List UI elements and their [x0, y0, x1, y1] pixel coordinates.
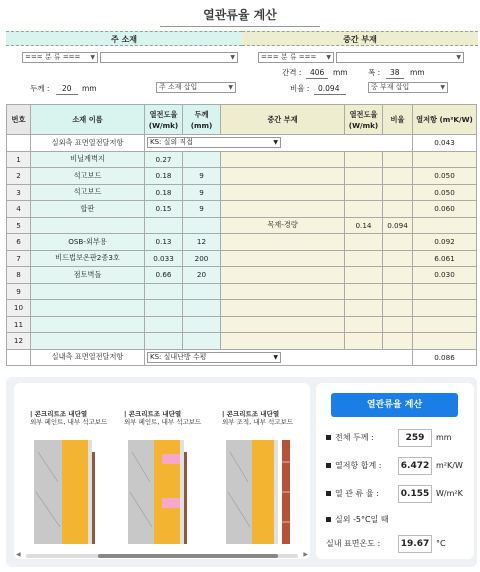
row-number: 10: [7, 300, 31, 317]
bullet-icon: [326, 435, 331, 440]
table-row: [7, 201, 477, 218]
main-category-select[interactable]: [22, 52, 98, 63]
mid-conductivity-cell[interactable]: [345, 333, 383, 350]
resistance-cell: [413, 217, 477, 234]
page-title: 열관류율 계산: [203, 8, 277, 22]
ratio-cell[interactable]: [383, 333, 413, 350]
col-header-resistance: 열저항 (m²K/W): [413, 105, 477, 135]
ratio-label: 비율 :: [290, 84, 310, 93]
ratio-cell[interactable]: [383, 316, 413, 333]
mid-member-cell[interactable]: [221, 201, 345, 218]
panel-3-subtitle: 외부 조적, 내부 석고보드: [222, 418, 294, 426]
mid-conductivity-cell[interactable]: [345, 316, 383, 333]
u-value-label: [326, 488, 379, 500]
width-input[interactable]: 38: [390, 68, 400, 77]
table-row: [7, 168, 477, 185]
ratio-cell[interactable]: [383, 168, 413, 185]
scroll-thumb[interactable]: [98, 554, 278, 558]
inner-surface-row: [7, 349, 477, 366]
material-name-cell[interactable]: 점토벽돌: [31, 267, 145, 284]
insert-mid-select[interactable]: [368, 82, 448, 93]
thickness-cell[interactable]: [183, 333, 221, 350]
material-name-cell[interactable]: 합판: [31, 201, 145, 218]
table-row: [7, 267, 477, 284]
main-item-select[interactable]: [100, 52, 238, 63]
outer-surface-select-value: KS: 실외 직접: [150, 138, 193, 147]
col-header-cond: 열전도율 (W/mk): [145, 105, 183, 135]
total-thickness-value: 259: [398, 429, 432, 447]
surface-temp-label: 실내 표면온도 :: [326, 539, 381, 548]
u-value-label-text: 열 관 류 율 :: [335, 489, 379, 498]
row-number: 2: [7, 168, 31, 185]
ratio-cell[interactable]: [383, 184, 413, 201]
resistance-cell: [413, 300, 477, 317]
bullet-icon: [326, 491, 331, 496]
thickness-input[interactable]: 20: [62, 84, 72, 93]
ratio-cell[interactable]: 0.094: [383, 217, 413, 234]
table-row: [7, 184, 477, 201]
row-number: 6: [7, 234, 31, 251]
col-header-thick: 두께 (mm): [183, 105, 221, 135]
thickness-cell[interactable]: [183, 316, 221, 333]
main-category-value: === 분 류 ===: [25, 53, 81, 61]
panel-2-subtitle: 외부 페인트, 내부 석고보드: [124, 418, 202, 426]
thickness-cell[interactable]: [183, 283, 221, 300]
width-underline: [386, 78, 404, 79]
chevron-down-icon: ▼: [273, 139, 278, 147]
ratio-cell[interactable]: [383, 151, 413, 168]
table-row: [7, 283, 477, 300]
thickness-cell[interactable]: 200: [183, 250, 221, 267]
row-number: 9: [7, 283, 31, 300]
mid-conductivity-cell[interactable]: [345, 184, 383, 201]
inner-surface-select[interactable]: [147, 352, 281, 363]
mid-member-cell[interactable]: [221, 168, 345, 185]
ratio-cell[interactable]: [383, 283, 413, 300]
gap-input[interactable]: 406: [310, 68, 325, 77]
resistance-cell: [413, 316, 477, 333]
col-header-mid: 중간 부재: [221, 105, 345, 135]
inner-surface-label: 실내측 표면열전달저항: [31, 349, 145, 366]
row-number: 3: [7, 184, 31, 201]
wall-section-1-image: [34, 432, 102, 546]
col-header-name: 소재 이름: [31, 105, 145, 135]
table-header-row: [7, 105, 477, 135]
ratio-cell[interactable]: [383, 267, 413, 284]
row-number: 12: [7, 333, 31, 350]
resistance-cell: 6.061: [413, 250, 477, 267]
mid-item-select[interactable]: [336, 52, 464, 63]
panel-2-caption: [124, 410, 201, 426]
table-row: [7, 234, 477, 251]
material-name-cell[interactable]: OSB-외부용: [31, 234, 145, 251]
total-thickness-unit: mm: [436, 433, 452, 442]
mid-member-cell[interactable]: [221, 267, 345, 284]
panel-2-title: | 콘크리트조 내단열: [124, 410, 182, 418]
conductivity-cell[interactable]: 0.18: [145, 184, 183, 201]
panel-3-title: | 콘크리트조 내단열: [222, 410, 280, 418]
row-number: 8: [7, 267, 31, 284]
inner-surface-select-value: KS: 실내난방 수평: [150, 352, 207, 361]
conductivity-cell[interactable]: 0.13: [145, 234, 183, 251]
thickness-cell[interactable]: [183, 217, 221, 234]
resistance-cell: [413, 151, 477, 168]
chevron-down-icon: ▼: [440, 84, 445, 91]
thickness-label: 두께 :: [30, 84, 50, 93]
conductivity-cell[interactable]: [145, 333, 183, 350]
mid-member-cell[interactable]: [221, 316, 345, 333]
mid-conductivity-cell[interactable]: [345, 151, 383, 168]
mid-member-cell[interactable]: [221, 250, 345, 267]
thickness-cell[interactable]: [183, 300, 221, 317]
outer-surface-label: 실외측 표면열전달저항: [31, 135, 145, 152]
ratio-cell[interactable]: [383, 300, 413, 317]
calculate-button[interactable]: 열관류율 계산: [331, 393, 458, 417]
conductivity-cell[interactable]: [145, 217, 183, 234]
thickness-cell[interactable]: 20: [183, 267, 221, 284]
outer-surface-row: [7, 135, 477, 152]
mid-member-cell[interactable]: [221, 333, 345, 350]
mid-conductivity-cell[interactable]: [345, 250, 383, 267]
material-name-cell[interactable]: 석고보드: [31, 168, 145, 185]
resistance-cell: 0.050: [413, 168, 477, 185]
outer-surface-value: 0.043: [413, 135, 477, 152]
resistance-cell: [413, 283, 477, 300]
conductivity-cell[interactable]: 0.15: [145, 201, 183, 218]
mid-member-cell[interactable]: [221, 184, 345, 201]
outer-surface-select[interactable]: [147, 137, 281, 148]
panel-1-caption: [30, 410, 107, 426]
chevron-down-icon: ▼: [456, 54, 461, 61]
surface-temp-unit: °C: [436, 539, 446, 548]
main-material-section-header: 주 소재: [6, 31, 242, 46]
mid-category-select[interactable]: [258, 52, 334, 63]
mid-conductivity-cell[interactable]: 0.14: [345, 217, 383, 234]
gap-underline: [306, 78, 328, 79]
table-row: [7, 316, 477, 333]
gap-label: 간격 :: [282, 68, 302, 77]
mid-conductivity-cell[interactable]: [345, 201, 383, 218]
outdoor-condition-text: 실외 -5°C일 때: [335, 515, 389, 524]
chevron-down-icon: ▼: [273, 353, 278, 361]
outdoor-condition-label: [326, 514, 389, 526]
inner-surface-value: 0.086: [413, 349, 477, 366]
thickness-cell[interactable]: 12: [183, 234, 221, 251]
title-underline: [160, 26, 320, 27]
total-thickness-label-text: 전체 두께 :: [335, 433, 374, 442]
thickness-cell[interactable]: 9: [183, 201, 221, 218]
surface-temp-value: 19.67: [398, 535, 432, 553]
panel-1-title: | 콘크리트조 내단열: [30, 410, 88, 418]
chevron-down-icon: ▼: [326, 54, 331, 61]
width-label: 폭 :: [368, 68, 381, 77]
resistance-cell: [413, 333, 477, 350]
mid-member-cell[interactable]: [221, 283, 345, 300]
resistance-sum-label: [326, 460, 381, 472]
ratio-value: 0.094: [318, 84, 340, 93]
resistance-cell: 0.060: [413, 201, 477, 218]
u-value: 0.155: [398, 485, 432, 503]
row-number: 11: [7, 316, 31, 333]
conductivity-cell[interactable]: 0.66: [145, 267, 183, 284]
resistance-cell: 0.092: [413, 234, 477, 251]
total-thickness-label: [326, 432, 374, 444]
col-header-mid-cond: 열전도율 (W/mk): [345, 105, 383, 135]
thickness-cell[interactable]: [183, 151, 221, 168]
conductivity-cell[interactable]: [145, 316, 183, 333]
scroll-right-icon[interactable]: ▶: [303, 551, 308, 558]
mid-member-cell[interactable]: [221, 151, 345, 168]
wall-section-3-image: [226, 432, 298, 546]
thickness-underline: [56, 94, 78, 95]
insert-mid-value: 중 부재 삽입: [371, 83, 410, 91]
panel-1-subtitle: 외부 페인트, 내부 석고보드: [30, 418, 108, 426]
illustrations-scrollbar[interactable]: [16, 553, 308, 559]
resistance-cell: 0.030: [413, 267, 477, 284]
material-name-cell[interactable]: [31, 300, 145, 317]
col-header-no: 번호: [7, 105, 31, 135]
conductivity-cell[interactable]: 0.18: [145, 168, 183, 185]
thickness-unit: mm: [82, 84, 97, 93]
material-name-cell[interactable]: [31, 333, 145, 350]
scroll-left-icon[interactable]: ◀: [16, 551, 21, 558]
ratio-cell[interactable]: [383, 234, 413, 251]
material-name-cell[interactable]: [31, 283, 145, 300]
thickness-cell[interactable]: 9: [183, 184, 221, 201]
thickness-cell[interactable]: 9: [183, 168, 221, 185]
mid-member-cell[interactable]: [221, 300, 345, 317]
row-number: 1: [7, 151, 31, 168]
chevron-down-icon: ▼: [228, 84, 233, 91]
gap-unit: mm: [333, 68, 348, 77]
u-value-unit: W/m²K: [436, 489, 463, 498]
wall-section-2-image: [128, 432, 198, 546]
chevron-down-icon: ▼: [230, 54, 235, 61]
material-name-cell[interactable]: [31, 217, 145, 234]
material-name-cell[interactable]: 비드법보온판2종3호: [31, 250, 145, 267]
mid-conductivity-cell[interactable]: [345, 300, 383, 317]
material-name-cell[interactable]: 비닐계벽지: [31, 151, 145, 168]
conductivity-cell[interactable]: [145, 283, 183, 300]
mid-member-cell[interactable]: 목재-경량: [221, 217, 345, 234]
material-name-cell[interactable]: 석고보드: [31, 184, 145, 201]
resistance-cell: 0.050: [413, 184, 477, 201]
mid-conductivity-cell[interactable]: [345, 168, 383, 185]
mid-member-section-header: 중간 부재: [242, 31, 478, 46]
chevron-down-icon: ▼: [90, 54, 95, 61]
table-row: [7, 333, 477, 350]
ratio-cell[interactable]: [383, 201, 413, 218]
table-row: [7, 250, 477, 267]
layer-table: [6, 104, 477, 366]
table-row: [7, 300, 477, 317]
bullet-icon: [326, 463, 331, 468]
col-header-ratio: 비율: [383, 105, 413, 135]
resistance-sum-value: 6.472: [398, 457, 432, 475]
insert-main-value: 주 소재 삽입: [159, 83, 198, 91]
material-name-cell[interactable]: [31, 316, 145, 333]
resistance-sum-unit: m²K/W: [436, 461, 463, 470]
mid-conductivity-cell[interactable]: [345, 267, 383, 284]
row-number: 5: [7, 217, 31, 234]
row-number: 7: [7, 250, 31, 267]
bullet-icon: [326, 517, 331, 522]
width-unit: mm: [410, 68, 425, 77]
ratio-underline: [314, 94, 346, 95]
conductivity-cell[interactable]: 0.033: [145, 250, 183, 267]
row-number: 4: [7, 201, 31, 218]
conductivity-cell[interactable]: 0.27: [145, 151, 183, 168]
ratio-cell[interactable]: [383, 250, 413, 267]
table-row: [7, 217, 477, 234]
mid-category-value: === 분 류 ===: [261, 53, 317, 61]
resistance-sum-label-text: 열저항 합계 :: [335, 461, 382, 470]
mid-conductivity-cell[interactable]: [345, 283, 383, 300]
mid-member-cell[interactable]: [221, 234, 345, 251]
conductivity-cell[interactable]: [145, 300, 183, 317]
panel-3-caption: [222, 410, 293, 426]
table-row: [7, 151, 477, 168]
insert-main-select[interactable]: [156, 82, 236, 93]
mid-conductivity-cell[interactable]: [345, 234, 383, 251]
